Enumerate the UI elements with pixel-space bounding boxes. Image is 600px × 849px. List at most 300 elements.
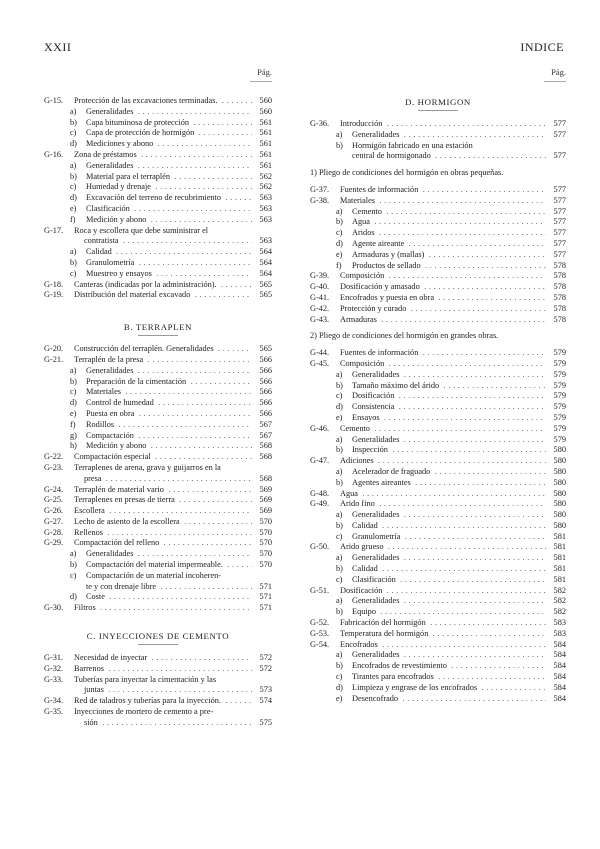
entry-page: 569 (259, 506, 272, 516)
subentry-title: Generalidades (352, 369, 400, 379)
entry-title: Compactación del relleno (74, 538, 160, 548)
entry-page: 572 (259, 663, 272, 673)
toc-entry[interactable] (310, 304, 566, 315)
subentry-letter: e) (336, 249, 343, 259)
toc-entry[interactable] (310, 271, 566, 282)
subentry-title: Tamaño máximo del árido (352, 380, 440, 390)
subentry-title: Coste (86, 592, 105, 602)
subentry-title: Calidad (352, 564, 378, 574)
entry-page: 579 (553, 423, 566, 433)
toc-entry[interactable] (44, 96, 272, 107)
entry-code: G-40. (310, 282, 330, 292)
toc-subentry[interactable] (310, 553, 566, 564)
subentry-letter: d) (70, 193, 77, 203)
entry-title: Fuentes de información (340, 348, 419, 358)
subentry-title: Medición y abono (86, 441, 147, 451)
toc-subentry[interactable] (310, 381, 566, 392)
subentry-page: 579 (553, 391, 566, 401)
subentry-page: 577 (553, 249, 566, 259)
subentry-title: Generalidades (352, 553, 400, 563)
toc-subentry[interactable] (310, 370, 566, 381)
subsection-note: 2) Pliego de condiciones del hormigón en grandes obras. (310, 331, 499, 341)
subentry-list (310, 207, 566, 272)
section-heading-d: D. HORMIGON (405, 97, 471, 107)
subentry-page: 561 (259, 139, 272, 149)
toc-entry[interactable] (310, 185, 566, 196)
entry-code: G-24. (44, 484, 64, 494)
subentry-list (310, 435, 566, 457)
entry-page: 561 (259, 149, 272, 159)
subentry-title: Clasificación (86, 203, 130, 213)
subsection-note: 1) Pliego de condiciones del hormigón en obras pequeñas. (310, 168, 504, 178)
subentry-title: Agente aireante (352, 238, 405, 248)
entry-title: Compactación especial (74, 452, 151, 462)
entry-code: G-53. (310, 628, 330, 638)
subentry-page: 566 (259, 398, 272, 408)
subentry-title: Armaduras y (mallas) (352, 249, 425, 259)
subentry-title: Acelerador de fraguado (352, 466, 431, 476)
toc-subentry[interactable] (310, 413, 566, 424)
toc-entry[interactable] (310, 629, 566, 640)
entry-title: Terraplenes en presas de tierra (74, 495, 175, 505)
subentry-title: Puesta en obra (86, 408, 135, 418)
subentry-letter: a) (336, 650, 343, 660)
entry-code: G-33. (44, 674, 64, 684)
toc-subentry[interactable] (44, 139, 272, 150)
entry-page: 575 (259, 717, 272, 727)
toc-entry[interactable] (44, 603, 272, 614)
toc-subentry[interactable] (44, 409, 272, 420)
entry-title: Necesidad de inyectar (74, 653, 148, 663)
entry-title: Dosificación (340, 585, 383, 595)
toc-entry[interactable] (44, 653, 272, 664)
subentry-page: 570 (259, 549, 272, 559)
subentry-page: 568 (259, 441, 272, 451)
subentry-title: Compactación (86, 430, 134, 440)
subentry-page: 581 (553, 531, 566, 541)
subentry-letter: c) (336, 391, 343, 401)
toc-entry[interactable] (44, 675, 272, 686)
entry-code: G-29. (44, 538, 64, 548)
toc-entry-continuation[interactable] (44, 236, 272, 247)
subentry-page: 584 (553, 650, 566, 660)
entry-title: Inyecciones de mortero de cemento a pre- (74, 707, 214, 717)
toc-subentry[interactable] (310, 239, 566, 250)
subentry-letter: f) (70, 419, 76, 429)
entry-page: 579 (553, 348, 566, 358)
toc-subentry[interactable] (44, 592, 272, 603)
entry-page: 570 (259, 527, 272, 537)
entry-title: Terraplén de material vario (74, 484, 164, 494)
subentry-letter: b) (336, 661, 343, 671)
entry-code: G-30. (44, 603, 64, 613)
toc-entry[interactable] (44, 290, 272, 301)
toc-subentry[interactable] (310, 596, 566, 607)
entry-page: 577 (553, 119, 566, 128)
subentry-title: Calidad (86, 247, 112, 257)
toc-subentry[interactable] (44, 182, 272, 193)
toc-entry[interactable] (44, 495, 272, 506)
entry-page: 565 (259, 290, 272, 300)
entry-title-cont: contratista (84, 236, 119, 246)
divider (138, 644, 178, 645)
toc-entry[interactable] (44, 344, 272, 355)
toc-subentry[interactable] (310, 467, 566, 478)
toc-subentry[interactable] (44, 161, 272, 172)
subentry-letter: b) (336, 477, 343, 487)
toc-entry[interactable] (310, 359, 566, 370)
subentry-page: 577 (553, 151, 566, 161)
toc-entry[interactable] (44, 664, 272, 675)
toc-subentry[interactable] (310, 478, 566, 489)
entry-code: G-19. (44, 290, 64, 300)
toc-entry[interactable] (44, 355, 272, 366)
subentry-letter: a) (336, 510, 343, 520)
toc-subentry-continuation[interactable] (44, 582, 272, 593)
subentry-page: 561 (259, 160, 272, 170)
toc-subentry[interactable] (310, 672, 566, 683)
subentry-title: Generalidades (86, 106, 134, 116)
subentry-letter: c) (336, 574, 343, 584)
subentry-letter: a) (70, 106, 77, 116)
toc-entry[interactable] (310, 618, 566, 629)
toc-subentry[interactable] (310, 521, 566, 532)
entry-page: 565 (259, 344, 272, 354)
subentry-page: 577 (553, 206, 566, 216)
subentry-title: Limpieza y engrase de los encofrados (352, 682, 478, 692)
entry-code: G-47. (310, 456, 330, 466)
subentry-title-cont: te y con drenaje libre (86, 581, 157, 591)
subentry-page: 570 (259, 560, 272, 570)
toc-entry[interactable] (310, 282, 566, 293)
entry-title: Materiales (340, 195, 376, 205)
subentry-page: 563 (259, 193, 272, 203)
subentry-page: 584 (553, 672, 566, 682)
toc-subentry-continuation[interactable] (310, 151, 566, 162)
toc-subentry[interactable] (44, 560, 272, 571)
subentry-page: 581 (553, 574, 566, 584)
subentry-title: Desencofrado (352, 693, 399, 703)
toc-subentry[interactable] (44, 269, 272, 280)
toc-entry[interactable] (44, 528, 272, 539)
pag-label: Pág. (257, 67, 272, 77)
entry-page: 563 (259, 236, 272, 246)
subentry-title: Generalidades (352, 650, 400, 660)
entry-title: Filtros (74, 603, 96, 613)
subentry-title: Cemento (352, 206, 382, 216)
subentry-letter: c) (336, 228, 343, 238)
entry-title: Barrenos (74, 663, 104, 673)
toc-subentry[interactable] (44, 398, 272, 409)
subentry-page: 580 (553, 477, 566, 487)
toc-subentry[interactable] (310, 445, 566, 456)
toc-subentry[interactable] (44, 172, 272, 183)
toc-subentry[interactable] (44, 193, 272, 204)
subentry-page: 566 (259, 387, 272, 397)
entry-page: 560 (259, 96, 272, 105)
entry-title: Composición (340, 358, 385, 368)
toc-subentry[interactable] (44, 204, 272, 215)
subentry-letter: d) (70, 398, 77, 408)
entry-page: 583 (553, 618, 566, 628)
entry-code: G-49. (310, 499, 330, 509)
entry-title: Temperatura del hormigón (340, 628, 429, 638)
subentry-page: 580 (553, 445, 566, 455)
subentry-page: 563 (259, 203, 272, 213)
subentry-title: Capa bituminosa de protección (86, 117, 189, 127)
subentry-letter: a) (336, 129, 343, 139)
entry-page: 580 (553, 499, 566, 509)
toc-subentry[interactable] (44, 441, 272, 452)
toc-subentry[interactable] (44, 118, 272, 129)
entry-code: G-25. (44, 495, 64, 505)
subentry-title: Generalidades (352, 596, 400, 606)
subentry-page: 563 (259, 214, 272, 224)
subentry-page: 564 (259, 257, 272, 267)
divider (250, 81, 272, 82)
toc-subentry[interactable] (310, 650, 566, 661)
toc-subentry[interactable] (44, 431, 272, 442)
subentry-letter: b) (336, 140, 343, 150)
toc-subentry[interactable] (44, 258, 272, 269)
toc-entry[interactable] (310, 586, 566, 597)
subentry-letter: c) (70, 128, 77, 138)
toc-entry[interactable] (44, 517, 272, 528)
toc-subentry[interactable] (44, 571, 272, 582)
toc-entry[interactable] (44, 696, 272, 707)
toc-subentry[interactable] (310, 228, 566, 239)
entry-code: G-34. (44, 696, 64, 706)
entry-code: G-21. (44, 354, 64, 364)
subentry-page: 561 (259, 117, 272, 127)
entry-code: G-18. (44, 279, 64, 289)
subentry-page: 580 (553, 520, 566, 530)
subentry-letter: b) (336, 520, 343, 530)
subentry-letter: g) (70, 430, 77, 440)
toc-subentry[interactable] (310, 141, 566, 152)
toc-subentry[interactable] (310, 532, 566, 543)
entry-title: Introducción (340, 119, 383, 128)
subentry-list (44, 107, 272, 150)
toc-subentry[interactable] (310, 391, 566, 402)
toc-entry[interactable] (310, 424, 566, 435)
toc-subentry[interactable] (44, 247, 272, 258)
entry-page: 568 (259, 473, 272, 483)
toc-subentry[interactable] (310, 564, 566, 575)
toc-subentry[interactable] (310, 683, 566, 694)
subentry-letter: a) (336, 553, 343, 563)
subentry-letter: a) (70, 365, 77, 375)
toc-subentry[interactable] (44, 107, 272, 118)
toc-entry[interactable] (44, 452, 272, 463)
toc-subentry[interactable] (310, 607, 566, 618)
subentry-title-cont: central de hormigonado (352, 151, 431, 161)
subentry-list (310, 650, 566, 704)
toc-entry[interactable] (44, 707, 272, 718)
subentry-letter: b) (70, 560, 77, 570)
entry-code: G-42. (310, 303, 330, 313)
subentry-letter: c) (70, 570, 77, 580)
entry-page: 578 (553, 282, 566, 292)
subentry-page: 584 (553, 661, 566, 671)
toc-entry[interactable] (310, 542, 566, 553)
toc-subentry[interactable] (310, 694, 566, 705)
toc-subentry[interactable] (310, 661, 566, 672)
subentry-title: Generalidades (86, 365, 134, 375)
toc-subentry[interactable] (310, 435, 566, 446)
entry-code: G-44. (310, 348, 330, 358)
toc-subentry[interactable] (310, 261, 566, 272)
entry-title: Encofrados y puesta en obra (340, 292, 434, 302)
toc-entry[interactable] (310, 489, 566, 500)
toc-entry[interactable] (44, 463, 272, 474)
subentry-letter: e) (336, 693, 343, 703)
entry-page: 578 (553, 314, 566, 324)
subentry-page: 562 (259, 171, 272, 181)
subentry-letter: e) (336, 412, 343, 422)
subentry-page: 566 (259, 365, 272, 375)
subentry-page: 577 (553, 217, 566, 227)
toc-entry[interactable] (310, 640, 566, 651)
subentry-title: Agua (352, 217, 370, 227)
subentry-letter: a) (70, 549, 77, 559)
toc-subentry[interactable] (310, 510, 566, 521)
subentry-title: Material para el terraplén (86, 171, 171, 181)
entry-title: Terraplén de la presa (74, 354, 144, 364)
subentry-title: Compactación de un material incoheren- (86, 570, 221, 580)
toc-column-right (310, 66, 566, 704)
subentry-title: Agentes aireantes (352, 477, 411, 487)
subentry-page: 581 (553, 564, 566, 574)
toc-subentry[interactable] (44, 128, 272, 139)
entry-title: Rellenos (74, 527, 104, 537)
subentry-title: Tirantes para encofrados (352, 672, 434, 682)
entry-page: 571 (259, 603, 272, 613)
subentry-letter: b) (70, 257, 77, 267)
entry-title: Protección de las excavaciones terminadas. (74, 96, 218, 105)
toc-subentry[interactable] (44, 420, 272, 431)
entry-page: 578 (553, 292, 566, 302)
toc-entry[interactable] (44, 150, 272, 161)
subentry-title: Dosificación (352, 391, 395, 401)
subentry-letter: e) (70, 203, 77, 213)
subentry-page: 579 (553, 380, 566, 390)
subentry-page: 579 (553, 434, 566, 444)
subentry-letter: b) (70, 376, 77, 386)
entry-page: 577 (553, 195, 566, 205)
subentry-page: 561 (259, 128, 272, 138)
subentry-title: Mediciones y abono (86, 139, 154, 149)
entry-code: G-37. (310, 184, 330, 194)
entry-code: G-32. (44, 663, 64, 673)
subentry-letter: f) (336, 260, 342, 270)
toc-entry[interactable] (44, 485, 272, 496)
toc-subentry[interactable] (310, 250, 566, 261)
subentry-title: Granulometría (352, 531, 401, 541)
toc-entry[interactable] (44, 280, 272, 291)
toc-entry-continuation[interactable] (44, 474, 272, 485)
entry-code: G-17. (44, 225, 64, 235)
entry-title: Arido fino (340, 499, 375, 509)
toc-subentry[interactable] (44, 387, 272, 398)
toc-entry[interactable] (310, 499, 566, 510)
subentry-list (44, 366, 272, 452)
subentry-letter: c) (336, 531, 343, 541)
toc-column-left (44, 66, 272, 729)
subentry-page: 581 (553, 553, 566, 563)
toc-subentry[interactable] (44, 377, 272, 388)
toc-subentry[interactable] (310, 217, 566, 228)
subentry-letter: b) (70, 117, 77, 127)
entry-title: Fabricación del hormigón (340, 618, 426, 628)
entry-code: G-38. (310, 195, 330, 205)
subentry-page: 562 (259, 182, 272, 192)
toc-entry[interactable] (310, 456, 566, 467)
entry-page: 579 (553, 358, 566, 368)
page-title: INDICE (520, 40, 564, 54)
toc-entry[interactable] (310, 315, 566, 326)
subentry-letter: b) (336, 445, 343, 455)
subentry-page: 579 (553, 402, 566, 412)
toc-entry-continuation[interactable] (44, 718, 272, 729)
toc-entry[interactable] (310, 119, 566, 130)
subentry-page: 564 (259, 268, 272, 278)
subentry-letter: a) (70, 247, 77, 257)
subentry-page: 579 (553, 369, 566, 379)
toc-subentry[interactable] (310, 207, 566, 218)
entry-page: 578 (553, 271, 566, 281)
toc-subentry[interactable] (44, 549, 272, 560)
entry-title: Adiciones (340, 456, 374, 466)
toc-subentry[interactable] (44, 366, 272, 377)
entry-code: G-20. (44, 344, 64, 354)
subentry-letter: f) (70, 214, 76, 224)
subentry-list (310, 370, 566, 424)
entry-page: 582 (553, 585, 566, 595)
subentry-list (44, 161, 272, 226)
toc-entry[interactable] (44, 226, 272, 237)
subentry-list (44, 247, 272, 279)
entry-code: G-28. (44, 527, 64, 537)
subentry-letter: d) (336, 402, 343, 412)
subentry-letter: d) (336, 238, 343, 248)
subentry-title: Ensayos (352, 412, 380, 422)
subentry-page: 571 (259, 592, 272, 602)
entry-title: Composición (340, 271, 385, 281)
subentry-page: 577 (553, 238, 566, 248)
subentry-letter: b) (336, 564, 343, 574)
subentry-page: 567 (259, 419, 272, 429)
toc-entry[interactable] (44, 538, 272, 549)
subentry-title: Materiales (86, 387, 122, 397)
toc-entry[interactable] (44, 506, 272, 517)
toc-entry[interactable] (310, 196, 566, 207)
toc-subentry[interactable] (310, 575, 566, 586)
toc-entry-continuation[interactable] (44, 685, 272, 696)
subentry-title: Consistencia (352, 402, 395, 412)
entry-title: Distribución del material excavado (74, 290, 191, 300)
subentry-list (310, 467, 566, 489)
entry-code: G-35. (44, 707, 64, 717)
entry-page: 569 (259, 495, 272, 505)
toc-subentry[interactable] (44, 215, 272, 226)
subentry-letter: e) (70, 408, 77, 418)
toc-entry[interactable] (310, 348, 566, 359)
entry-page: 566 (259, 354, 272, 364)
toc-subentry[interactable] (310, 402, 566, 413)
toc-entry[interactable] (310, 293, 566, 304)
toc-subentry[interactable] (310, 130, 566, 141)
